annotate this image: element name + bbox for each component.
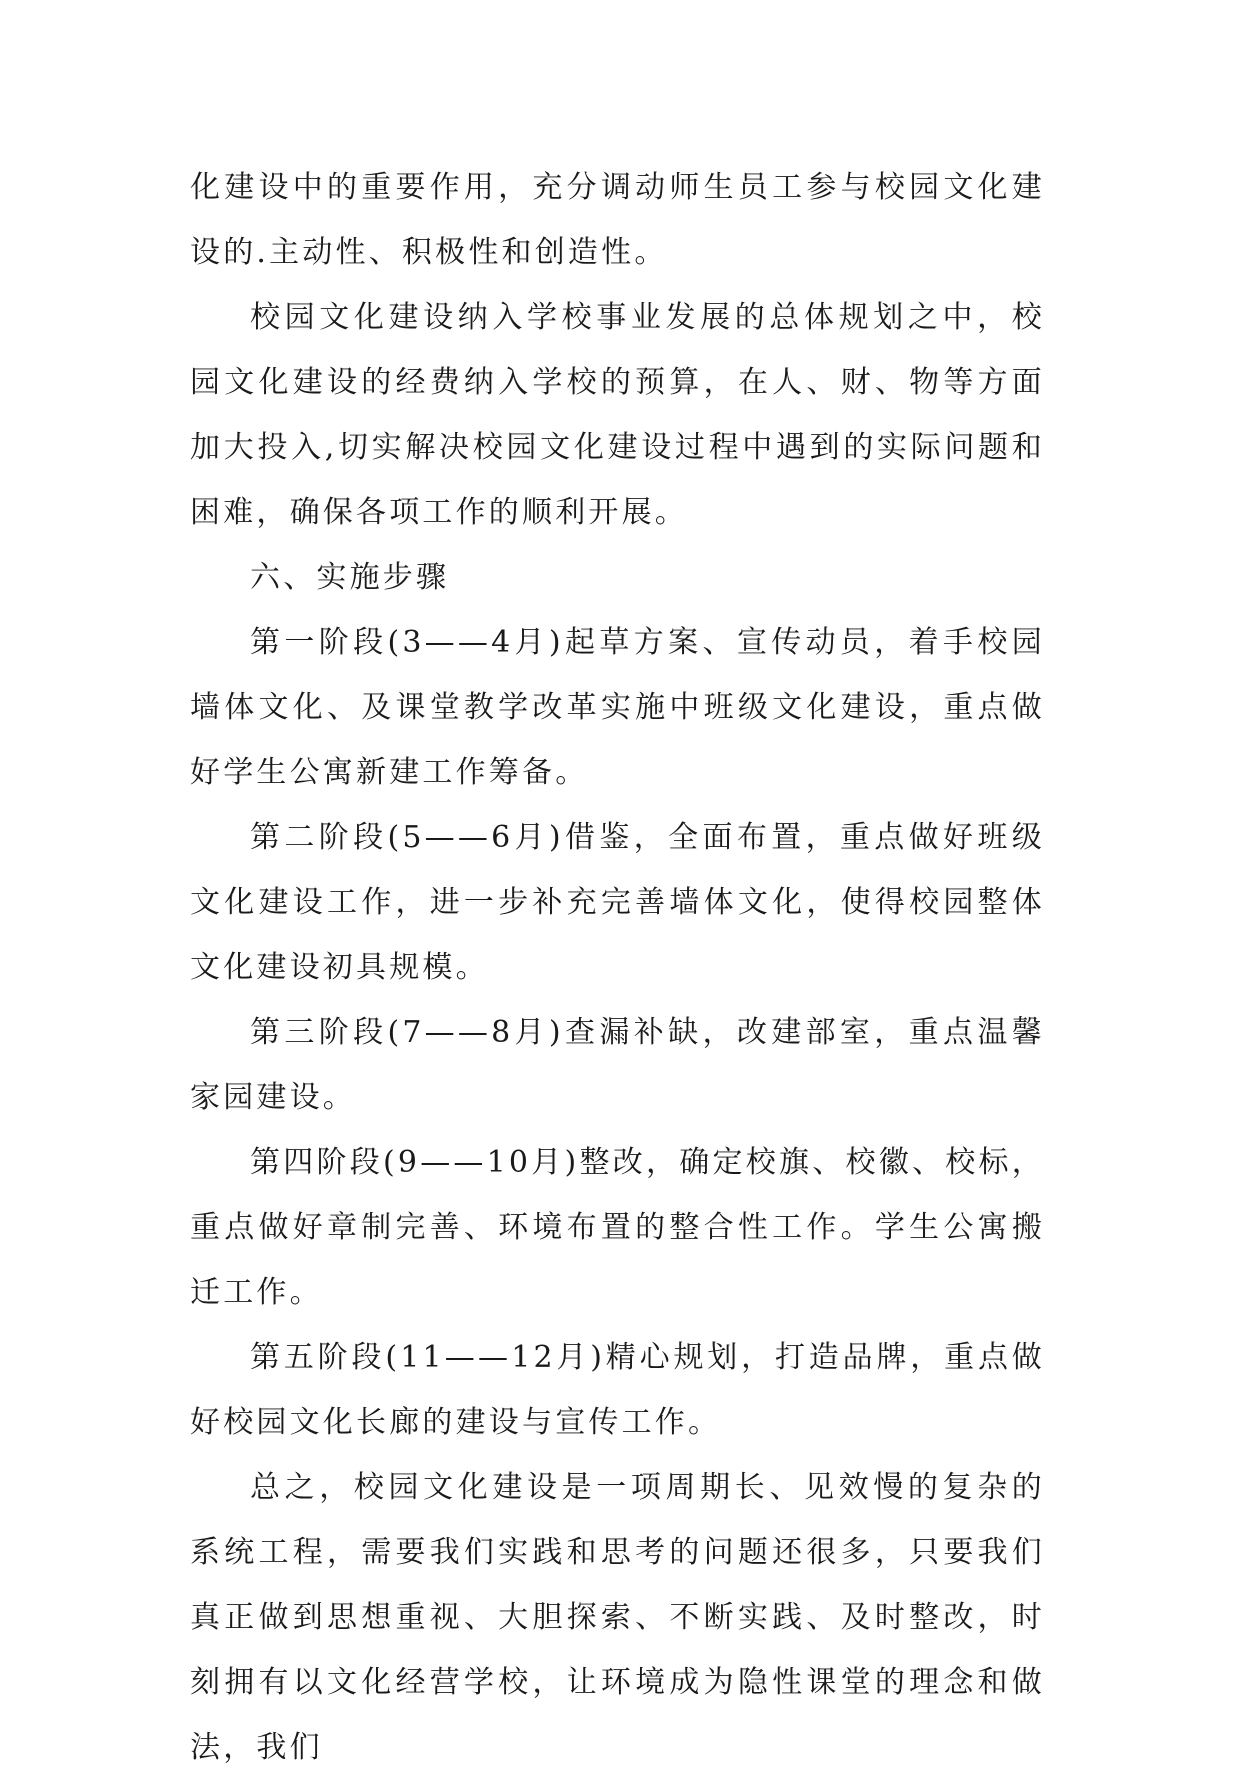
section-heading-implementation-steps: 六、实施步骤 bbox=[250, 560, 450, 595]
paragraph-budget: 校园文化建设纳入学校事业发展的总体规划之中，校园文化建设的经费纳入学校的预算，在人、财、物等方面加大投入,切实解决校园文化建设过程中遇到的实际问题和困难，确保各项工作的顺利开展。 bbox=[190, 300, 1045, 530]
paragraph-stage-3: 第三阶段(7——8月)查漏补缺，改建部室，重点温馨家园建设。 bbox=[190, 1015, 1045, 1115]
paragraph-stage-4: 第四阶段(9——10月)整改，确定校旗、校徽、校标，重点做好章制完善、环境布置的整合性工作。学生公寓搬迁工作。 bbox=[190, 1145, 1045, 1310]
paragraph-stage-2: 第二阶段(5——6月)借鉴，全面布置，重点做好班级文化建设工作，进一步补充完善墙体文化，使得校园整体文化建设初具规模。 bbox=[190, 820, 1045, 985]
document-body bbox=[190, 155, 1045, 1780]
paragraph-stage-5: 第五阶段(11——12月)精心规划，打造品牌，重点做好校园文化长廊的建设与宣传工作。 bbox=[190, 1340, 1045, 1440]
paragraph-continuation: 化建设中的重要作用，充分调动师生员工参与校园文化建设的.主动性、积极性和创造性。 bbox=[190, 170, 1045, 270]
paragraph-stage-1: 第一阶段(3——4月)起草方案、宣传动员，着手校园墙体文化、及课堂教学改革实施中班级文化建设，重点做好学生公寓新建工作筹备。 bbox=[190, 625, 1045, 790]
paragraph-conclusion: 总之，校园文化建设是一项周期长、见效慢的复杂的系统工程，需要我们实践和思考的问题还很多，只要我们真正做到思想重视、大胆探索、不断实践、及时整改，时刻拥有以文化经营学校，让环境成为隐性课堂的理念和做法，我们 bbox=[190, 1470, 1045, 1765]
